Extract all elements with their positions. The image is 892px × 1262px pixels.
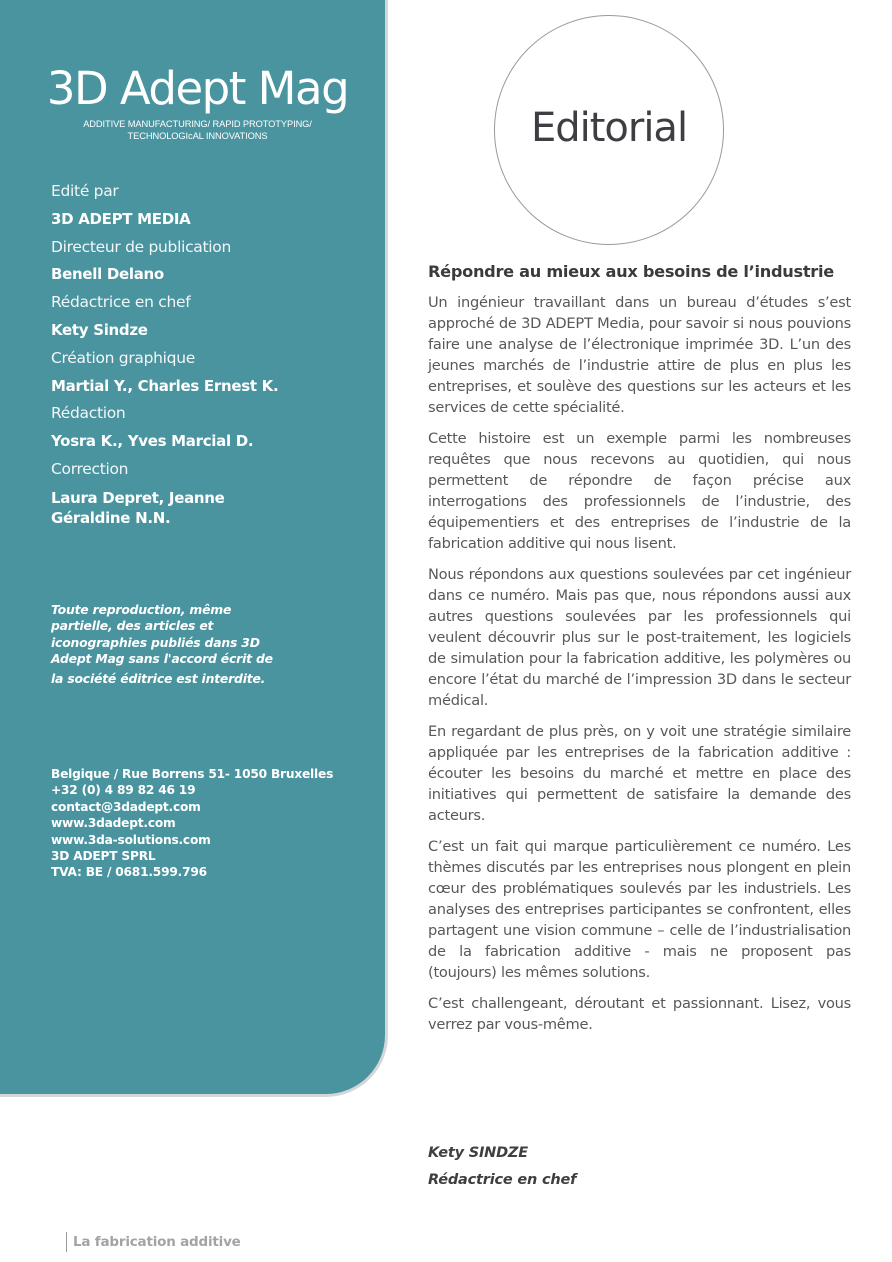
credit-role: Edité par [51, 182, 119, 200]
notice-line: la société éditrice est interdite. [51, 670, 266, 686]
credit-role: Création graphique [51, 348, 195, 367]
notice-line: Adept Mag sans l'accord écrit de [51, 651, 273, 667]
article-paragraph: Nous répondons aux questions soulevées par cet ingénieur dans ce numéro. Mais pas que, nous répondons aussi aux autres questions soulevées par les professionnels qui veulent découvrir plus sur le post-traitement, les logiciels de simulation pour la fabrication additive, les polymères ou encore l’état du marché de l’impression 3D dans le secteur médical. [428, 566, 851, 709]
credit-name-line: Géraldine N.N. [51, 508, 171, 527]
notice-line: partielle, des articles et [51, 618, 214, 634]
credit-name [51, 484, 351, 528]
contact-address: Belgique / Rue Borrens 51- 1050 Bruxelles [51, 767, 334, 781]
editorial-article [428, 262, 851, 1045]
article-paragraph: Cette histoire est un exemple parmi les nombreuses requêtes que nous recevons au quotidien, qui nous permettent de répondre de façon précise aux interrogations des professionnels de l’industrie, des équipementiers et des entreprises de l’industrie de la fabrication additive qui nous lisent. [428, 430, 851, 552]
company-name: 3D ADEPT SPRL [51, 849, 156, 864]
article-paragraph: Un ingénieur travaillant dans un bureau d’études s’est approché de 3D ADEPT Media, pour savoir si nous pouvions faire une analyse de l’électronique imprimée 3D. L’un des jeunes marchés de l’industrie attire de plus en plus les entreprises, et soulève des questions sur les acteurs et les services de cette spécialité. [428, 294, 851, 416]
masthead-panel [0, 0, 388, 1097]
magazine-title: 3D Adept Mag [46, 62, 349, 115]
credit-name: Yosra K., Yves Marcial D. [51, 432, 254, 451]
contact-email-link[interactable]: contact@3dadept.com [51, 799, 201, 814]
credit-role: Rédaction [51, 404, 126, 423]
credit-name: Martial Y., Charles Ernest K. [51, 376, 279, 395]
credit-role: Directeur de publication [51, 237, 231, 256]
credit-role: Rédactrice en chef [51, 293, 191, 312]
contact-phone[interactable]: +32 (0) 4 89 82 46 19 [51, 783, 196, 798]
credit-name: 3D ADEPT MEDIA [51, 209, 191, 228]
website-link[interactable]: www.3dadept.com [51, 816, 176, 831]
copyright-notice [51, 602, 301, 687]
section-title: Editorial [530, 105, 688, 151]
credit-role: Correction [51, 459, 129, 478]
tagline-line: ADDITIVE MANUFACTURING/ RAPID PROTOTYPING/ [83, 119, 312, 129]
credit-name-line: Laura Depret, Jeanne [51, 488, 225, 507]
signature-name: Kety SINDZE [428, 1145, 528, 1161]
article-paragraph: C’est challengeant, déroutant et passionnant. Lisez, vous verrez par vous-même. [428, 995, 851, 1033]
author-signature [428, 1140, 576, 1194]
magazine-tagline [0, 118, 395, 142]
contact-block [51, 766, 371, 881]
website-link[interactable]: www.3da-solutions.com [51, 832, 211, 847]
tagline-line: TECHNOLOGIcAL INNOVATIONS [127, 131, 268, 141]
article-paragraph: En regardant de plus près, on y voit une stratégie similaire appliquée par les entreprises de la fabrication additive : écouter les besoins du marché et mettre en place des initiatives qui permettent de satisfaire la demande des acteurs. [428, 723, 851, 824]
vat-number: TVA: BE / 0681.599.796 [51, 865, 207, 880]
section-title-circle [494, 15, 724, 245]
credit-name: Benell Delano [51, 265, 164, 284]
article-paragraph: C’est un fait qui marque particulièrement ce numéro. Les thèmes discutés par les entreprises nous plongent en plein cœur des problématiques soulevés par les industriels. Les analyses des entreprises participantes se confrontent, elles partagent une vision commune – celle de l’industrialisation de la fabrication additive - mais ne proposent pas (toujours) les mêmes solutions. [428, 838, 851, 981]
article-headline: Répondre au mieux aux besoins de l’industrie [428, 262, 834, 281]
notice-line: iconographies publiés dans 3D [51, 634, 260, 650]
signature-role: Rédactrice en chef [428, 1172, 577, 1188]
notice-line: Toute reproduction, même [51, 602, 232, 617]
credits-list [51, 178, 351, 528]
credit-name: Kety Sindze [51, 320, 148, 339]
page-footer-section-label: La fabrication additive [66, 1232, 241, 1252]
